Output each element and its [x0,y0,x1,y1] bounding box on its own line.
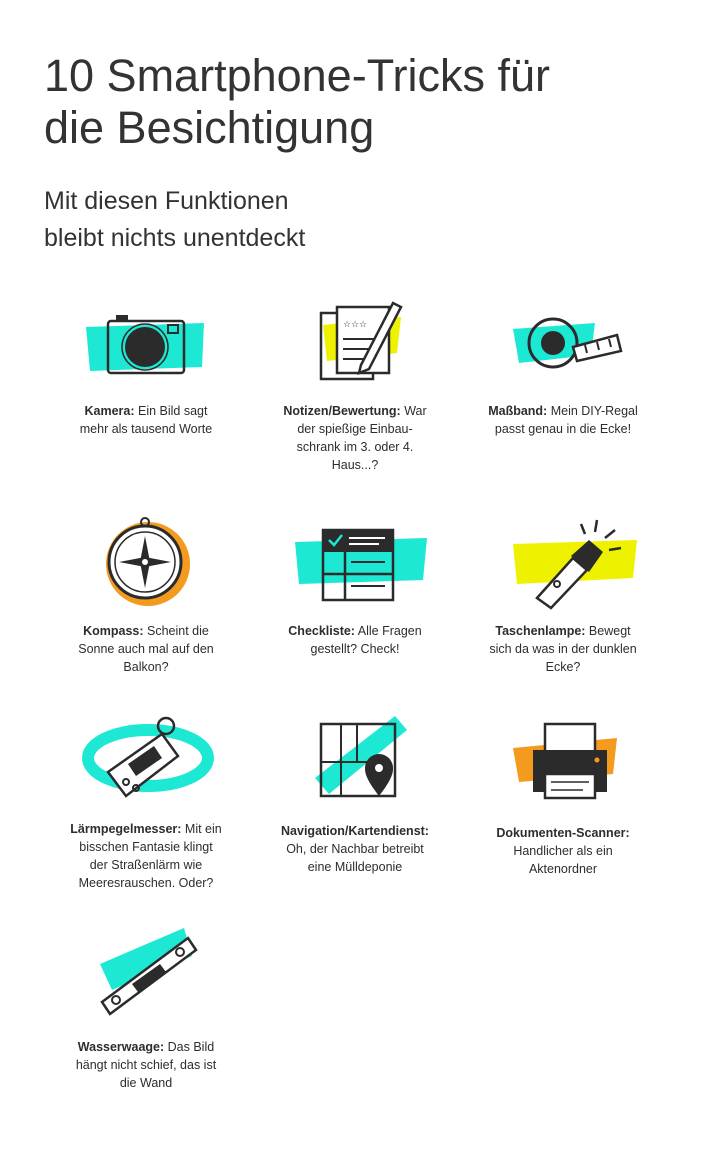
flashlight-icon [473,512,653,622]
caption-label: Notizen/Bewertung: [283,404,401,418]
page-title [44,50,684,154]
caption-scanner: Dokumenten-Scanner: Handlicher als ein Aktenordner [496,826,630,876]
caption-kamera: Kamera: Ein Bild sagt mehr als tausend Worte [79,404,213,436]
caption-massband: Maßband: Mein DIY-Regal passt genau in die Ecke! [488,404,638,436]
spirit-level-icon [56,928,236,1038]
checklist-icon [265,512,445,622]
sound-meter-icon [56,712,236,822]
scanner-icon [473,712,653,822]
caption-label: Taschenlampe: [495,624,586,638]
caption-label: Navigation/Kartendienst: [281,824,429,838]
caption-label: Checkliste: [288,624,355,638]
compass-icon [56,512,236,622]
page-subtitle [44,183,684,257]
caption-checkliste: Checkliste: Alle Fragen gestellt? Check! [288,624,422,656]
subtitle-line-1: Mit diesen Funktionen [44,187,289,215]
caption-notizen: Notizen/Bewertung: War der spießige Einbau- schrank im 3. oder 4. Haus...? [283,404,427,472]
title-line-2: die Besichtigung [44,102,375,153]
caption-label: Dokumenten-Scanner: [496,826,630,840]
caption-label: Lärmpegelmesser: [70,822,182,836]
caption-label: Kompass: [83,624,144,638]
caption-label: Kamera: [84,404,135,418]
caption-label: Maßband: [488,404,548,418]
tape-measure-icon [473,295,653,405]
camera-icon [56,295,236,405]
map-pin-icon [265,712,445,822]
caption-kompass: Kompass: Scheint die Sonne auch mal auf den Balkon? [78,624,214,674]
caption-taschenlampe: Taschenlampe: Bewegt sich da was in der dunklen Ecke? [489,624,637,674]
caption-label: Wasserwaage: [77,1040,165,1054]
caption-laermpegelmesser: Lärmpegelmesser: Mit ein bisschen Fantasie klingt der Straßenlärm wie Meeresrauschen. Oder? [70,822,222,890]
caption-navigation: Navigation/Kartendienst: Oh, der Nachbar betreibt eine Mülldeponie [281,824,429,874]
svg-text:☆☆☆: ☆☆☆ [343,320,368,330]
subtitle-line-2: bleibt nichts unentdeckt [44,224,306,252]
notes-pencil-icon [265,295,445,405]
title-line-1: 10 Smartphone-Tricks für [44,50,551,101]
caption-wasserwaage: Wasserwaage: Das Bild hängt nicht schief, das ist die Wand [75,1040,217,1090]
